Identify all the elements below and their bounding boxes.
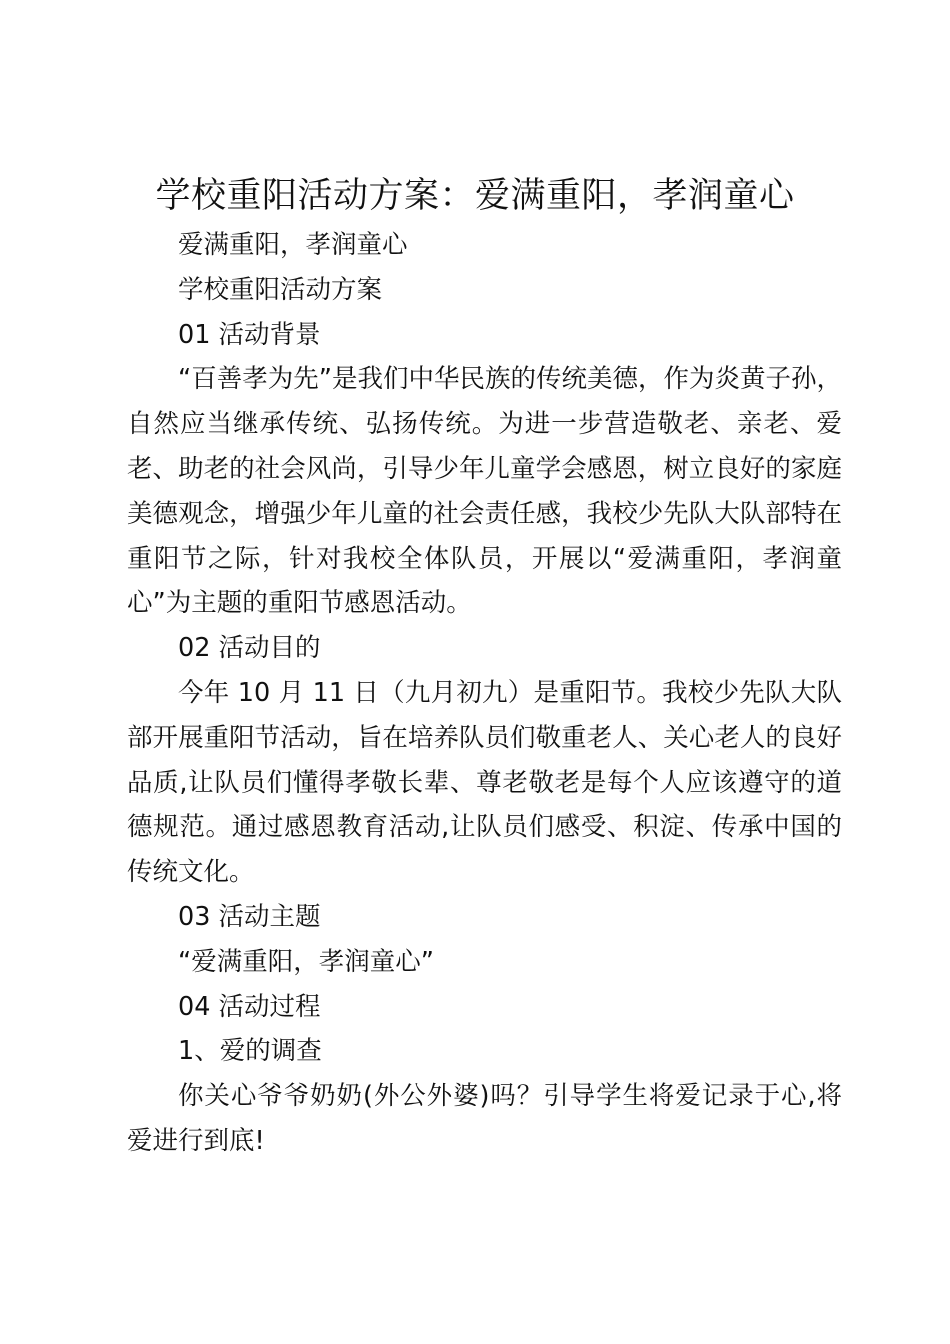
section-paragraph-purpose: 今年 10 月 11 日（九月初九）是重阳节。我校少先队大队部开展重阳节活动，旨在培养队员们敬重老人、关心老人的良好品质,让队员们懂得孝敬长辈、尊老敬老是每个人应该遵守的道德规范。通过感恩教育活动,让队员们感受、积淀、传承中国的传统文化。 — [127, 677, 842, 888]
document-title: 学校重阳活动方案：爱满重阳，孝润童心 — [155, 176, 795, 216]
item-paragraph-survey: 你关心爷爷奶奶(外公外婆)吗？引导学生将爱记录于心,将爱进行到底! — [127, 1081, 842, 1156]
section-heading-purpose: 02 活动目的 — [178, 633, 321, 664]
subtitle: 爱满重阳，孝润童心 — [178, 230, 408, 260]
section-heading-theme: 03 活动主题 — [178, 901, 321, 932]
section-heading-process: 04 活动过程 — [178, 991, 321, 1022]
document-body — [127, 223, 842, 1164]
item-heading-survey: 1、爱的调查 — [178, 1036, 322, 1067]
plan-label: 学校重阳活动方案 — [178, 274, 383, 305]
section-heading-background: 01 活动背景 — [178, 319, 321, 350]
section-paragraph-background: “百善孝为先”是我们中华民族的传统美德，作为炎黄子孙，自然应当继承传统、弘扬传统。为进一步营造敬老、亲老、爱老、助老的社会风尚，引导少年儿童学会感恩，树立良好的家庭美德观念，增强少年儿童的社会责任感，我校少先队大队部特在重阳节之际，针对我校全体队员，开展以“爱满重阳，孝润童心”为主题的重阳节感恩活动。 — [127, 364, 842, 619]
section-paragraph-theme: “爱满重阳，孝润童心” — [178, 946, 434, 977]
